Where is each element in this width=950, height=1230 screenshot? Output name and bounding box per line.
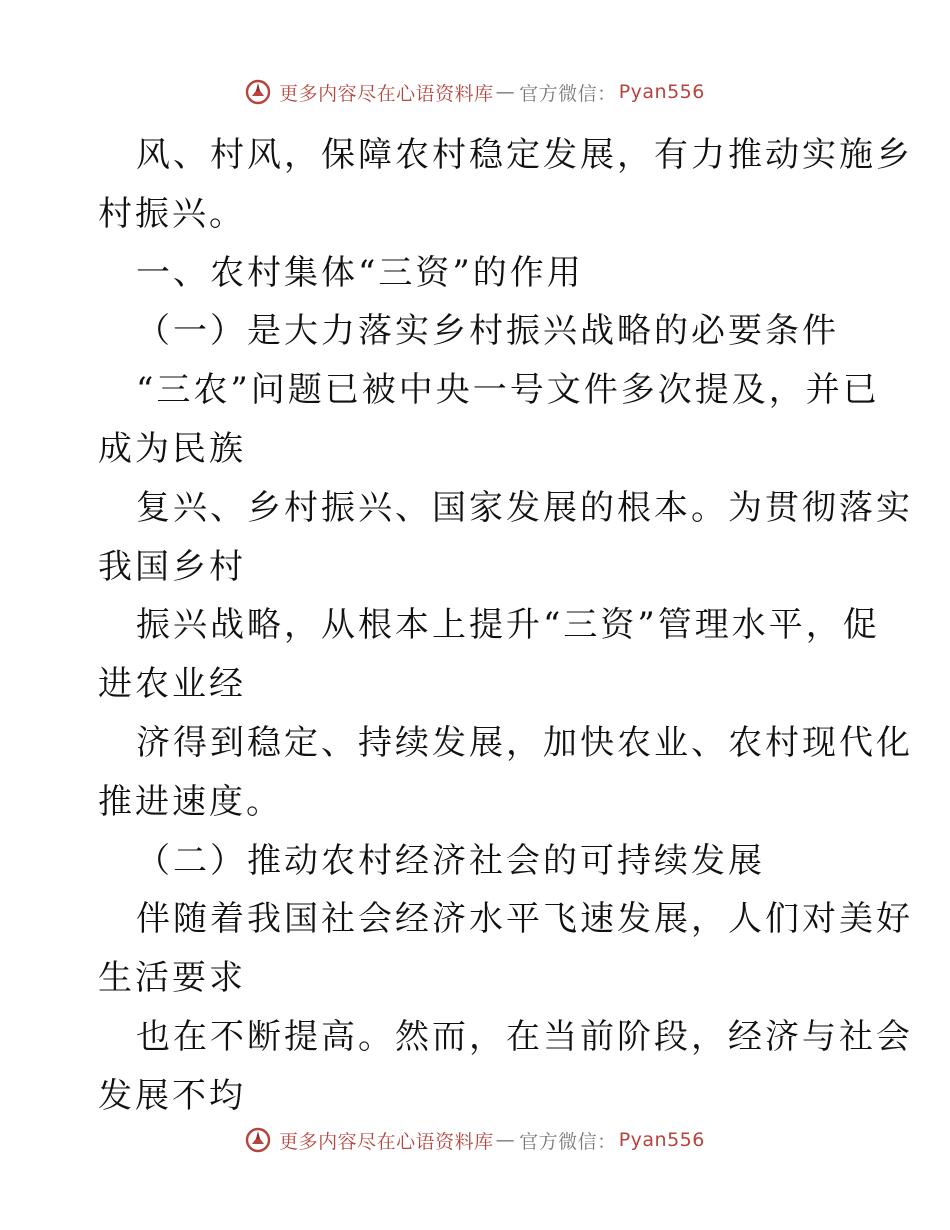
document-body <box>98 126 913 1126</box>
text-line: “三农”问题已被中央一号文件多次提及，并已 <box>136 370 880 411</box>
text-line: 复兴、乡村振兴、国家发展的根本。为贯彻落实 <box>136 487 913 528</box>
watermark-separator: — <box>495 1129 516 1151</box>
watermark-wechat-label: 官方微信： <box>519 1130 617 1153</box>
header-watermark <box>0 72 950 112</box>
text-line: 进农业经 <box>98 664 246 705</box>
text-line: 村振兴。 <box>98 193 246 234</box>
watermark-wechat-id: Pyan556 <box>618 1129 705 1151</box>
watermark-separator: — <box>495 81 516 103</box>
footer-watermark <box>0 1120 950 1160</box>
watermark-site-text: 更多内容尽在心语资料库 <box>279 82 494 105</box>
text-line: 伴随着我国社会经济水平飞速发展，人们对美好 <box>136 899 913 940</box>
text-line: （一）是大力落实乡村振兴战略的必要条件 <box>136 311 839 352</box>
watermark-wechat-label: 官方微信： <box>519 82 617 105</box>
book-quill-icon <box>245 1127 271 1153</box>
watermark-site-text: 更多内容尽在心语资料库 <box>279 1130 494 1153</box>
text-line: 振兴战略，从根本上提升“三资”管理水平，促 <box>136 605 880 646</box>
text-line: 推进速度。 <box>98 781 283 822</box>
text-line: 成为民族 <box>98 428 246 469</box>
book-quill-icon <box>245 79 271 105</box>
text-line: （二）推动农村经济社会的可持续发展 <box>136 840 765 881</box>
watermark-wechat-id: Pyan556 <box>618 81 705 103</box>
text-line: 我国乡村 <box>98 546 246 587</box>
text-line: 济得到稳定、持续发展，加快农业、农村现代化 <box>136 722 913 763</box>
text-line: 发展不均 <box>98 1075 246 1116</box>
text-line: 生活要求 <box>98 958 246 999</box>
text-line: 一、农村集体“三资”的作用 <box>136 252 584 293</box>
text-line: 也在不断提高。然而，在当前阶段，经济与社会 <box>136 1016 913 1057</box>
text-line: 风、村风，保障农村稳定发展，有力推动实施乡 <box>136 135 913 175</box>
